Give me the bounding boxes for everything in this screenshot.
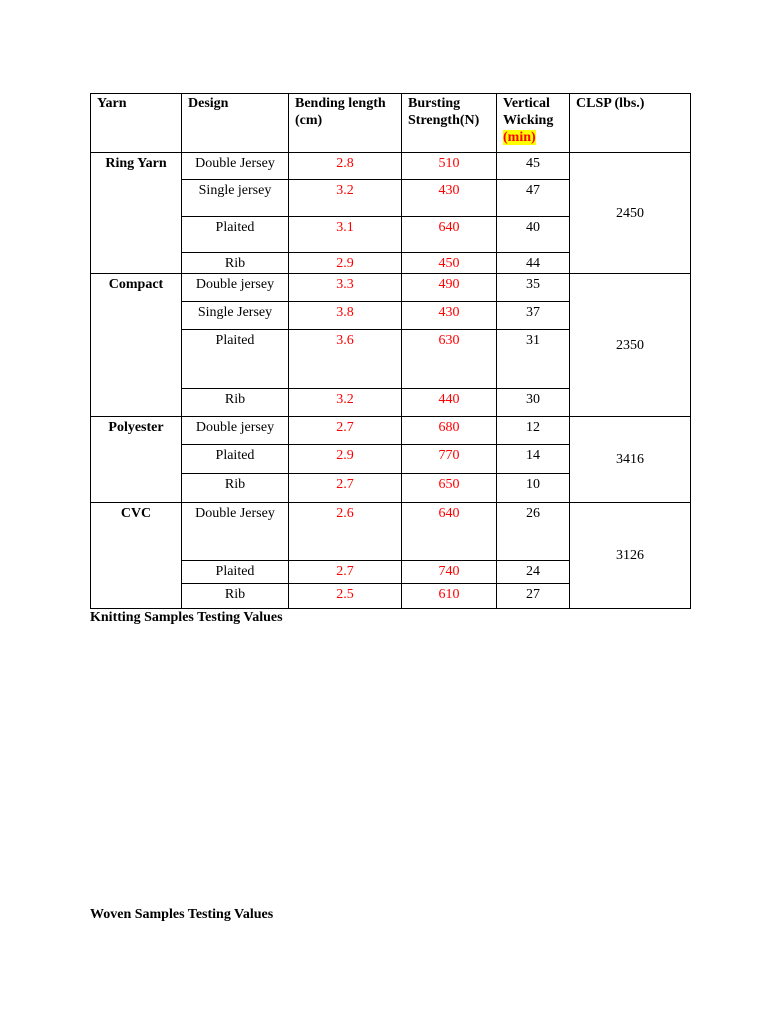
bursting-strength-cell: 770 bbox=[402, 445, 497, 474]
vertical-wicking-cell: 40 bbox=[497, 217, 570, 253]
knitting-caption: Knitting Samples Testing Values bbox=[90, 610, 283, 625]
clsp-cell: 3126 bbox=[570, 503, 691, 609]
header-wicking-unit: (min) bbox=[503, 130, 536, 145]
table-row bbox=[91, 274, 691, 302]
vertical-wicking-cell: 27 bbox=[497, 584, 570, 609]
header-vertical-wicking-label: Vertical Wicking bbox=[503, 96, 554, 128]
design-cell: Single Jersey bbox=[182, 302, 289, 330]
design-cell: Rib bbox=[182, 253, 289, 274]
vertical-wicking-cell: 12 bbox=[497, 417, 570, 445]
bursting-strength-cell: 740 bbox=[402, 561, 497, 584]
yarn-type-cell: Ring Yarn bbox=[91, 153, 182, 274]
bursting-strength-cell: 640 bbox=[402, 503, 497, 561]
vertical-wicking-cell: 31 bbox=[497, 330, 570, 389]
bending-length-cell: 2.8 bbox=[289, 153, 402, 180]
vertical-wicking-cell: 37 bbox=[497, 302, 570, 330]
design-cell: Plaited bbox=[182, 330, 289, 389]
bursting-strength-cell: 680 bbox=[402, 417, 497, 445]
design-cell: Plaited bbox=[182, 561, 289, 584]
vertical-wicking-cell: 35 bbox=[497, 274, 570, 302]
table-row bbox=[91, 503, 691, 561]
bursting-strength-cell: 440 bbox=[402, 389, 497, 417]
vertical-wicking-cell: 30 bbox=[497, 389, 570, 417]
woven-caption: Woven Samples Testing Values bbox=[90, 907, 274, 922]
bending-length-cell: 2.7 bbox=[289, 417, 402, 445]
design-cell: Double jersey bbox=[182, 417, 289, 445]
clsp-cell: 2450 bbox=[570, 153, 691, 274]
bending-length-cell: 3.2 bbox=[289, 180, 402, 217]
header-design: Design bbox=[182, 94, 289, 153]
vertical-wicking-cell: 45 bbox=[497, 153, 570, 180]
header-yarn: Yarn bbox=[91, 94, 182, 153]
bending-length-cell: 2.6 bbox=[289, 503, 402, 561]
header-bursting-strength: Bursting Strength(N) bbox=[402, 94, 497, 153]
design-cell: Double Jersey bbox=[182, 153, 289, 180]
design-cell: Rib bbox=[182, 474, 289, 503]
bending-length-cell: 2.9 bbox=[289, 253, 402, 274]
design-cell: Double jersey bbox=[182, 274, 289, 302]
vertical-wicking-cell: 24 bbox=[497, 561, 570, 584]
design-cell: Single jersey bbox=[182, 180, 289, 217]
clsp-cell: 3416 bbox=[570, 417, 691, 503]
vertical-wicking-cell: 47 bbox=[497, 180, 570, 217]
bursting-strength-cell: 610 bbox=[402, 584, 497, 609]
bending-length-cell: 3.3 bbox=[289, 274, 402, 302]
bending-length-cell: 3.8 bbox=[289, 302, 402, 330]
clsp-cell: 2350 bbox=[570, 274, 691, 417]
vertical-wicking-cell: 14 bbox=[497, 445, 570, 474]
bending-length-cell: 2.9 bbox=[289, 445, 402, 474]
design-cell: Plaited bbox=[182, 217, 289, 253]
yarn-type-cell: Polyester bbox=[91, 417, 182, 503]
header-vertical-wicking bbox=[497, 94, 570, 153]
bursting-strength-cell: 510 bbox=[402, 153, 497, 180]
bending-length-cell: 2.7 bbox=[289, 561, 402, 584]
design-cell: Rib bbox=[182, 389, 289, 417]
bursting-strength-cell: 450 bbox=[402, 253, 497, 274]
vertical-wicking-cell: 44 bbox=[497, 253, 570, 274]
bursting-strength-cell: 430 bbox=[402, 302, 497, 330]
bending-length-cell: 3.1 bbox=[289, 217, 402, 253]
header-bending-length: Bending length (cm) bbox=[289, 94, 402, 153]
table-header-row bbox=[91, 94, 691, 153]
vertical-wicking-cell: 10 bbox=[497, 474, 570, 503]
bursting-strength-cell: 430 bbox=[402, 180, 497, 217]
table-row bbox=[91, 417, 691, 445]
bending-length-cell: 3.2 bbox=[289, 389, 402, 417]
vertical-wicking-cell: 26 bbox=[497, 503, 570, 561]
yarn-type-cell: CVC bbox=[91, 503, 182, 609]
design-cell: Double Jersey bbox=[182, 503, 289, 561]
bursting-strength-cell: 640 bbox=[402, 217, 497, 253]
bursting-strength-cell: 650 bbox=[402, 474, 497, 503]
bursting-strength-cell: 630 bbox=[402, 330, 497, 389]
bending-length-cell: 2.5 bbox=[289, 584, 402, 609]
design-cell: Plaited bbox=[182, 445, 289, 474]
header-clsp: CLSP (lbs.) bbox=[570, 94, 691, 153]
yarn-type-cell: Compact bbox=[91, 274, 182, 417]
bending-length-cell: 2.7 bbox=[289, 474, 402, 503]
bursting-strength-cell: 490 bbox=[402, 274, 497, 302]
table-row bbox=[91, 153, 691, 180]
design-cell: Rib bbox=[182, 584, 289, 609]
bending-length-cell: 3.6 bbox=[289, 330, 402, 389]
knitting-results-table bbox=[90, 93, 691, 609]
